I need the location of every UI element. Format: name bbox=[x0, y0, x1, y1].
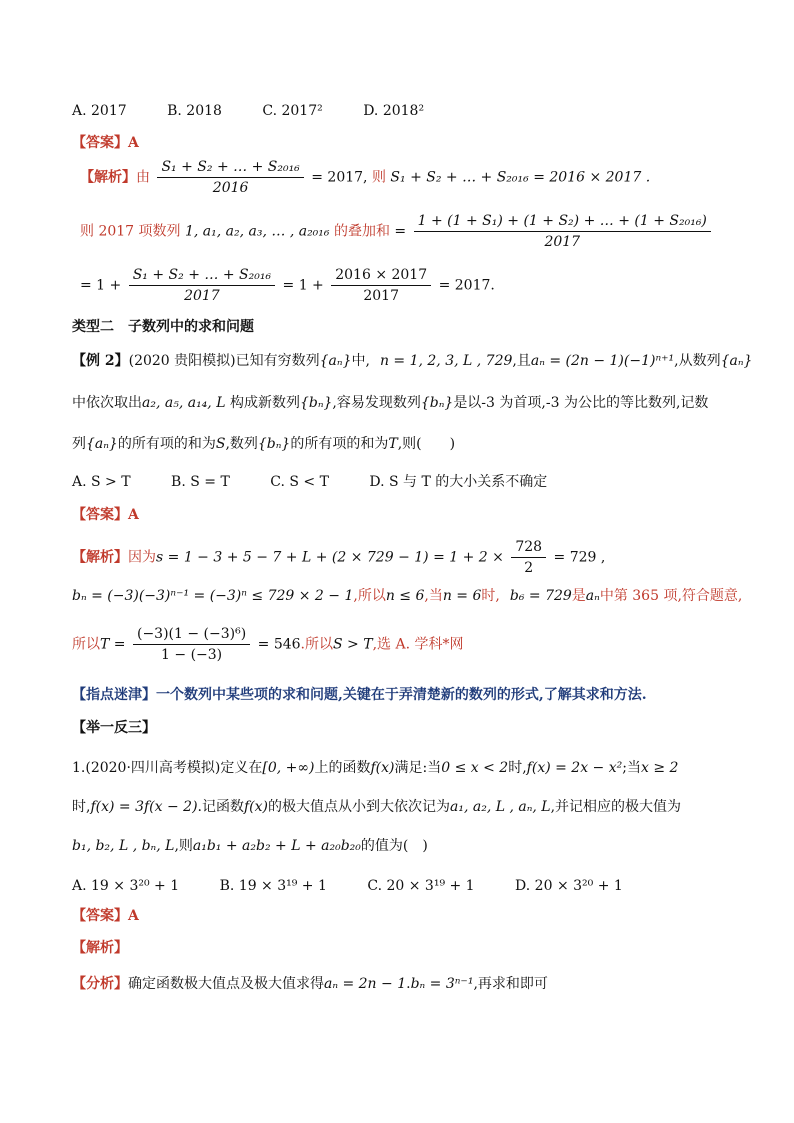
sum-equation: S₁ + S₂ + … + S₂₀₁₆ = 2016 × 2017 . bbox=[390, 169, 651, 186]
answer-1 bbox=[72, 133, 139, 153]
option-c: C. S < T bbox=[270, 474, 329, 490]
variable-t: T bbox=[388, 436, 398, 452]
result: = 2017. bbox=[438, 277, 495, 294]
option-b: B. 19 × 3¹⁹ + 1 bbox=[219, 878, 327, 894]
text: 所以 bbox=[72, 636, 100, 653]
fraction-numerator: S₁ + S₂ + … + S₂₀₁₆ bbox=[129, 266, 275, 286]
text: 满足:当 bbox=[394, 760, 442, 776]
bn-formula: bₙ = 3ⁿ⁻¹ bbox=[410, 976, 474, 992]
sequence-formula: aₙ = (2n − 1)(−1)ⁿ⁺¹ bbox=[530, 353, 675, 369]
function-symbol: f(x) bbox=[243, 799, 268, 815]
option-c: C. 20 × 3¹⁹ + 1 bbox=[367, 878, 475, 894]
text: ,则( ) bbox=[397, 436, 456, 452]
answer-label: 【答案】 bbox=[72, 908, 128, 924]
analysis-3-label: 【解析】 bbox=[72, 940, 128, 956]
problem-1-options bbox=[72, 876, 659, 896]
analysis-1-line-1 bbox=[80, 158, 650, 197]
sequence-symbol: {bₙ} bbox=[257, 436, 291, 452]
text: 因为 bbox=[128, 549, 156, 566]
sequence-terms: 1, a₁, a₂, a₃, … , a₂₀₁₆ bbox=[184, 223, 330, 240]
an-formula: aₙ = 2n − 1 bbox=[324, 976, 407, 992]
text: ;当 bbox=[622, 760, 641, 776]
condition: 0 ≤ x < 2 bbox=[441, 760, 509, 776]
text: 是以-3 为首项,-3 为公比的等比数列,记数 bbox=[453, 395, 709, 411]
sequence-symbol: {bₙ} bbox=[420, 395, 454, 411]
text: .所以 bbox=[300, 636, 333, 653]
text: 的所有项的和为 bbox=[290, 436, 389, 452]
analysis-1-line-3: = 1 + $\frac{\text{S₁ + S₂ + … + S₂₀₁₆}}{2017}$ = 1 + $\frac{2016 \times 2017}{2017}$ = 2017. bbox=[80, 267, 495, 304]
sequence-symbol: {aₙ} bbox=[319, 353, 352, 369]
option-b: B. S = T bbox=[171, 474, 230, 490]
problem-1-line-3 bbox=[72, 836, 428, 856]
answer-label: 【答案】 bbox=[72, 135, 128, 151]
analysis-2-line-3 bbox=[72, 625, 463, 664]
fraction-denominator: 2017 bbox=[184, 288, 220, 304]
option-a: A. S > T bbox=[72, 474, 131, 490]
text: 时, bbox=[481, 588, 500, 604]
example-2-line-1 bbox=[72, 351, 752, 371]
an-symbol: aₙ bbox=[585, 588, 600, 604]
sequence-symbol: {aₙ} bbox=[86, 436, 118, 452]
analysis-label: 【解析】 bbox=[72, 549, 128, 566]
answer-value: A bbox=[128, 135, 139, 151]
text: 是 bbox=[571, 588, 586, 604]
text: 的值为( ) bbox=[360, 838, 428, 854]
text: ,且 bbox=[512, 353, 531, 369]
text: ,从数列 bbox=[674, 353, 721, 369]
text: ,并记相应的极大值为 bbox=[550, 799, 682, 815]
bn-expression: bₙ = (−3)(−3)ⁿ⁻¹ = (−3)ⁿ ≤ 729 × 2 − 1 bbox=[72, 588, 354, 604]
equation-value: = 2017, bbox=[311, 169, 368, 186]
sum-expression: a₁b₁ + a₂b₂ + L + a₂₀b₂₀ bbox=[192, 838, 361, 854]
text: 构成新数列 bbox=[229, 395, 300, 411]
sequence-terms: b₁, b₂, L , bₙ, L bbox=[72, 838, 175, 854]
function-formula: f(x) = 2x − x² bbox=[526, 760, 623, 776]
text: 的所有项的和为 bbox=[117, 436, 216, 452]
fraction-numerator: 728 bbox=[511, 538, 546, 558]
text: 时, bbox=[72, 799, 91, 815]
text: 确定函数极大值点及极大值求得 bbox=[128, 976, 324, 992]
answer-3 bbox=[72, 906, 139, 926]
option-c: C. 2017² bbox=[262, 103, 323, 119]
sum-expression: s = 1 − 3 + 5 − 7 + L + (2 × 729 − 1) = 1 + 2 × bbox=[156, 549, 504, 566]
text: . bbox=[406, 976, 411, 992]
fenxi-label: 【分析】 bbox=[72, 976, 128, 992]
text: ,当 bbox=[424, 588, 443, 604]
text: ,选 A. 学科*网 bbox=[372, 636, 464, 653]
text: 中, bbox=[351, 353, 370, 369]
sequence-terms: a₁, a₂, L , aₙ, L bbox=[450, 799, 551, 815]
text: ,再求和即可 bbox=[473, 976, 548, 992]
example-2-line-3 bbox=[72, 434, 455, 454]
t-symbol: T = bbox=[100, 636, 126, 653]
option-b: B. 2018 bbox=[167, 103, 222, 119]
index-range: n = 1, 2, 3, L , 729 bbox=[379, 353, 513, 369]
text: 1.(2020·四川高考模拟)定义在 bbox=[72, 760, 263, 776]
text: 上的函数 bbox=[314, 760, 371, 776]
practice-heading: 【举一反三】 bbox=[72, 720, 156, 736]
text: 中第 365 项,符合题意, bbox=[599, 588, 743, 604]
text: ,则 bbox=[174, 838, 193, 854]
option-a: A. 2017 bbox=[72, 103, 127, 119]
condition: x ≥ 2 bbox=[640, 760, 679, 776]
text: 中依次取出 bbox=[72, 395, 142, 411]
relation: S > T bbox=[333, 636, 373, 653]
fraction-denominator: 2 bbox=[524, 560, 534, 576]
text: .记函数 bbox=[197, 799, 244, 815]
fraction-numerator: 1 + (1 + S₁) + (1 + S₂) + … + (1 + S₂₀₁₆) bbox=[414, 212, 711, 232]
variable-s: S bbox=[215, 436, 226, 452]
fraction-sum-over-2016 bbox=[157, 158, 303, 197]
section-heading-type-2: 类型二 子数列中的求和问题 bbox=[72, 319, 254, 335]
answer-2 bbox=[72, 505, 139, 525]
tip-label: 【指点迷津】 bbox=[72, 687, 156, 703]
sequence-symbol: {aₙ} bbox=[720, 353, 753, 369]
analysis-1-prefix: 由 bbox=[136, 169, 150, 186]
text: 的极大值点从小到大依次记为 bbox=[268, 799, 450, 815]
answer-value: A bbox=[128, 908, 139, 924]
analysis-2-line-1 bbox=[72, 538, 605, 577]
previous-question-options bbox=[72, 101, 460, 121]
domain: [0, +∞) bbox=[262, 760, 315, 776]
function-symbol: f(x) bbox=[370, 760, 395, 776]
analysis-1-lead: 则 2017 项数列 bbox=[80, 223, 181, 240]
analysis-label: 【解析】 bbox=[80, 169, 136, 186]
example-2-line-2 bbox=[72, 393, 708, 413]
sequence-symbol: {bₙ} bbox=[299, 395, 333, 411]
text: 列 bbox=[72, 436, 86, 452]
inequality: n ≤ 6 bbox=[385, 588, 425, 604]
example-2-options bbox=[72, 472, 583, 492]
text: 时, bbox=[508, 760, 527, 776]
fraction-numerator: 2016 × 2017 bbox=[331, 266, 431, 286]
fraction-t bbox=[133, 625, 250, 664]
fraction-numerator: S₁ + S₂ + … + S₂₀₁₆ bbox=[157, 158, 303, 178]
option-d: D. 20 × 3²⁰ + 1 bbox=[515, 878, 623, 894]
result: = 729 , bbox=[553, 549, 606, 566]
option-d: D. 2018² bbox=[363, 103, 425, 119]
analysis-1-line-2: 则 2017 项数列 1, a₁, a₂, a₃, … , a₂₀₁₆ 的叠加和 = $\frac{\text{1 + (1 + S₁) + (1 + S₂) + … + (1 + S₂₀₁₆)}}{2017}$ bbox=[80, 212, 714, 251]
fraction-denominator: 2017 bbox=[544, 234, 581, 250]
problem-1-line-2 bbox=[72, 797, 681, 817]
function-recurrence: f(x) = 3f(x − 2) bbox=[90, 799, 198, 815]
tip-line bbox=[72, 685, 647, 705]
fraction-sum-over-2017 bbox=[414, 212, 711, 251]
analysis-2-line-2 bbox=[72, 586, 742, 606]
option-d: D. S 与 T 的大小关系不确定 bbox=[369, 474, 548, 490]
result: = 546 bbox=[257, 636, 301, 653]
tip-text: 一个数列中某些项的求和问题,关键在于弄清楚新的数列的形式,了解其求和方法. bbox=[156, 687, 647, 703]
fraction-denominator: 1 − (−3) bbox=[161, 647, 223, 663]
b6-value: b₆ = 729 bbox=[509, 588, 572, 604]
fenxi-line bbox=[72, 974, 548, 994]
text: ,数列 bbox=[225, 436, 258, 452]
fraction-728-over-2 bbox=[511, 538, 546, 577]
example-label: 【例 2】 bbox=[72, 353, 129, 369]
analysis-1-mid: 的叠加和 bbox=[333, 223, 390, 240]
fraction-numerator: (−3)(1 − (−3)⁶) bbox=[133, 625, 250, 645]
fraction-b bbox=[331, 266, 431, 305]
example-source: (2020 贵阳模拟)已知有穷数列 bbox=[128, 353, 320, 369]
fraction-denominator: 2017 bbox=[363, 288, 399, 304]
answer-label: 【答案】 bbox=[72, 507, 128, 523]
text: ,所以 bbox=[353, 588, 386, 604]
n-value: n = 6 bbox=[442, 588, 482, 604]
answer-value: A bbox=[128, 507, 139, 523]
analysis-1-then: 则 bbox=[371, 169, 386, 186]
selected-terms: a₂, a₅, a₁₄, L bbox=[142, 395, 226, 411]
fraction-denominator: 2016 bbox=[212, 180, 249, 196]
text: ,容易发现数列 bbox=[332, 395, 421, 411]
option-a: A. 19 × 3²⁰ + 1 bbox=[72, 878, 180, 894]
problem-1-line-1 bbox=[72, 758, 678, 778]
fraction-a bbox=[129, 266, 275, 305]
